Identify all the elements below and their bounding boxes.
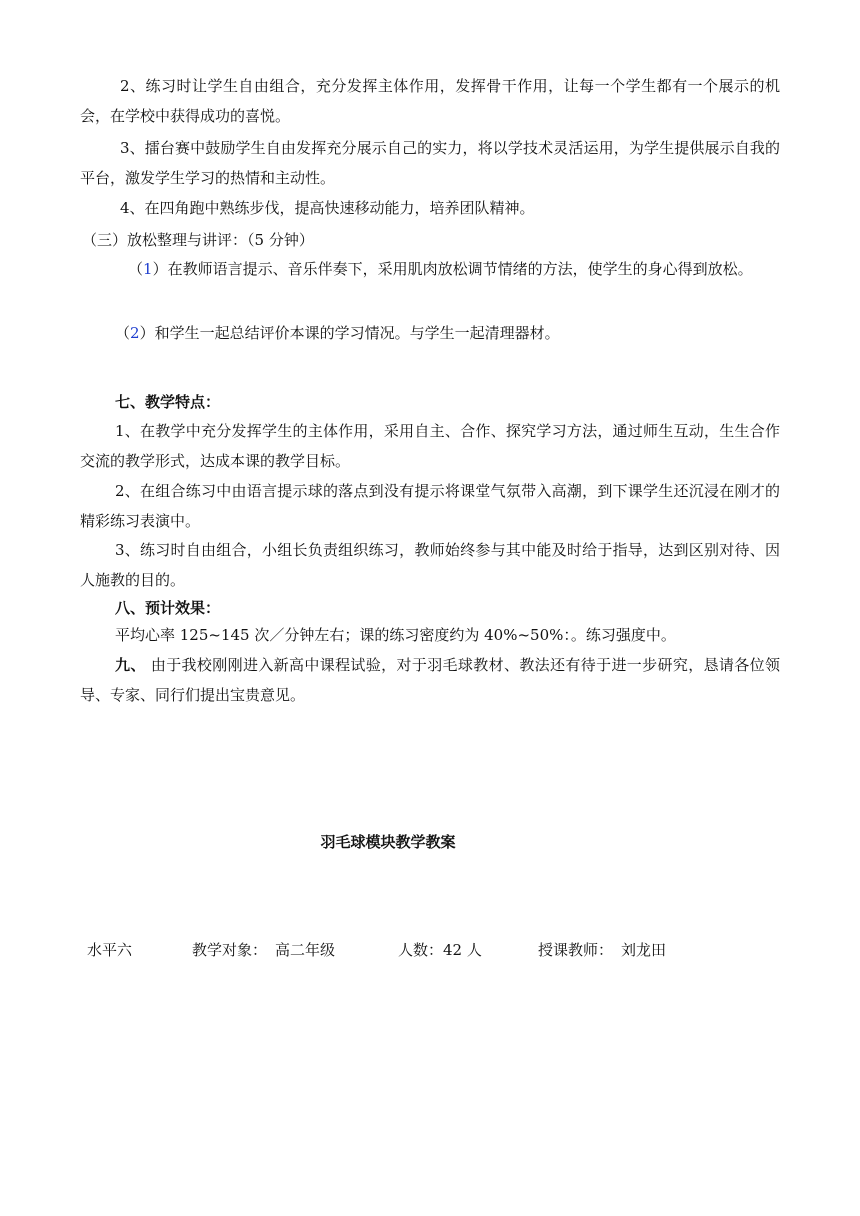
section-nine xyxy=(80,651,780,710)
level-label: 水平六 xyxy=(87,941,133,959)
relax-item-1: （1）在教师语言提示、音乐伴奏下，采用肌肉放松调节情绪的方法，使学生的身心得到放松。 xyxy=(128,260,753,278)
features-item-3: 3、练习时自由组合，小组长负责组织练习，教师始终参与其中能及时给于指导，达到区别对待、因人施教的目的。 xyxy=(80,541,780,589)
count-field xyxy=(398,940,482,960)
section-nine-number: 九、 xyxy=(115,656,146,674)
count-value: 42 人 xyxy=(443,941,482,959)
practice-item-2: 2、练习时让学生自由组合，充分发挥主体作用，发挥骨干作用，让每一个学生都有一个展示的机会，在学校中获得成功的喜悦。 xyxy=(80,77,780,125)
lesson-plan-title: 羽毛球模块教学教案 xyxy=(320,833,456,851)
teacher-value: 刘龙田 xyxy=(621,941,667,959)
teacher-field xyxy=(538,940,666,960)
count-label: 人数： xyxy=(398,941,444,959)
relax-item-1-text: ）在教师语言提示、音乐伴奏下，采用肌肉放松调节情绪的方法，使学生的身心得到放松。 xyxy=(152,260,753,278)
section-nine-text: 由于我校刚刚进入新高中课程试验，对于羽毛球教材、教法还有待于进一步研究，恳请各位领导、专家、同行们提出宝贵意见。 xyxy=(80,656,780,704)
features-heading: 七、教学特点： xyxy=(115,393,221,411)
target-value: 高二年级 xyxy=(275,941,336,959)
relax-item-1-number: 1 xyxy=(143,260,153,278)
relax-item-2-number: 2 xyxy=(130,324,140,342)
features-item-1: 1、在教学中充分发挥学生的主体作用，采用自主、合作、探究学习方法，通过师生互动，生生合作交流的教学形式，达成本课的教学目标。 xyxy=(80,422,780,470)
relax-heading: （三）放松整理与讲评：（5 分钟） xyxy=(82,231,314,249)
effect-text: 平均心率 125~145 次／分钟左右；课的练习密度约为 40%~50%：。练习强度中。 xyxy=(115,626,676,644)
relax-item-2: （2）和学生一起总结评价本课的学习情况。与学生一起清理器材。 xyxy=(115,324,560,342)
target-field xyxy=(192,940,335,960)
practice-item-4: 4、在四角跑中熟练步伐，提高快速移动能力，培养团队精神。 xyxy=(120,199,535,217)
features-item-2: 2、在组合练习中由语言提示球的落点到没有提示将课堂气氛带入高潮，到下课学生还沉浸在刚才的精彩练习表演中。 xyxy=(80,482,780,530)
teacher-label: 授课教师： xyxy=(538,941,614,959)
practice-item-3: 3、擂台赛中鼓励学生自由发挥充分展示自己的实力，将以学技术灵活运用，为学生提供展示自我的平台，激发学生学习的热情和主动性。 xyxy=(80,139,780,187)
target-label: 教学对象： xyxy=(192,941,268,959)
effect-heading: 八、预计效果： xyxy=(115,599,221,617)
relax-item-2-text: ）和学生一起总结评价本课的学习情况。与学生一起清理器材。 xyxy=(139,324,560,342)
